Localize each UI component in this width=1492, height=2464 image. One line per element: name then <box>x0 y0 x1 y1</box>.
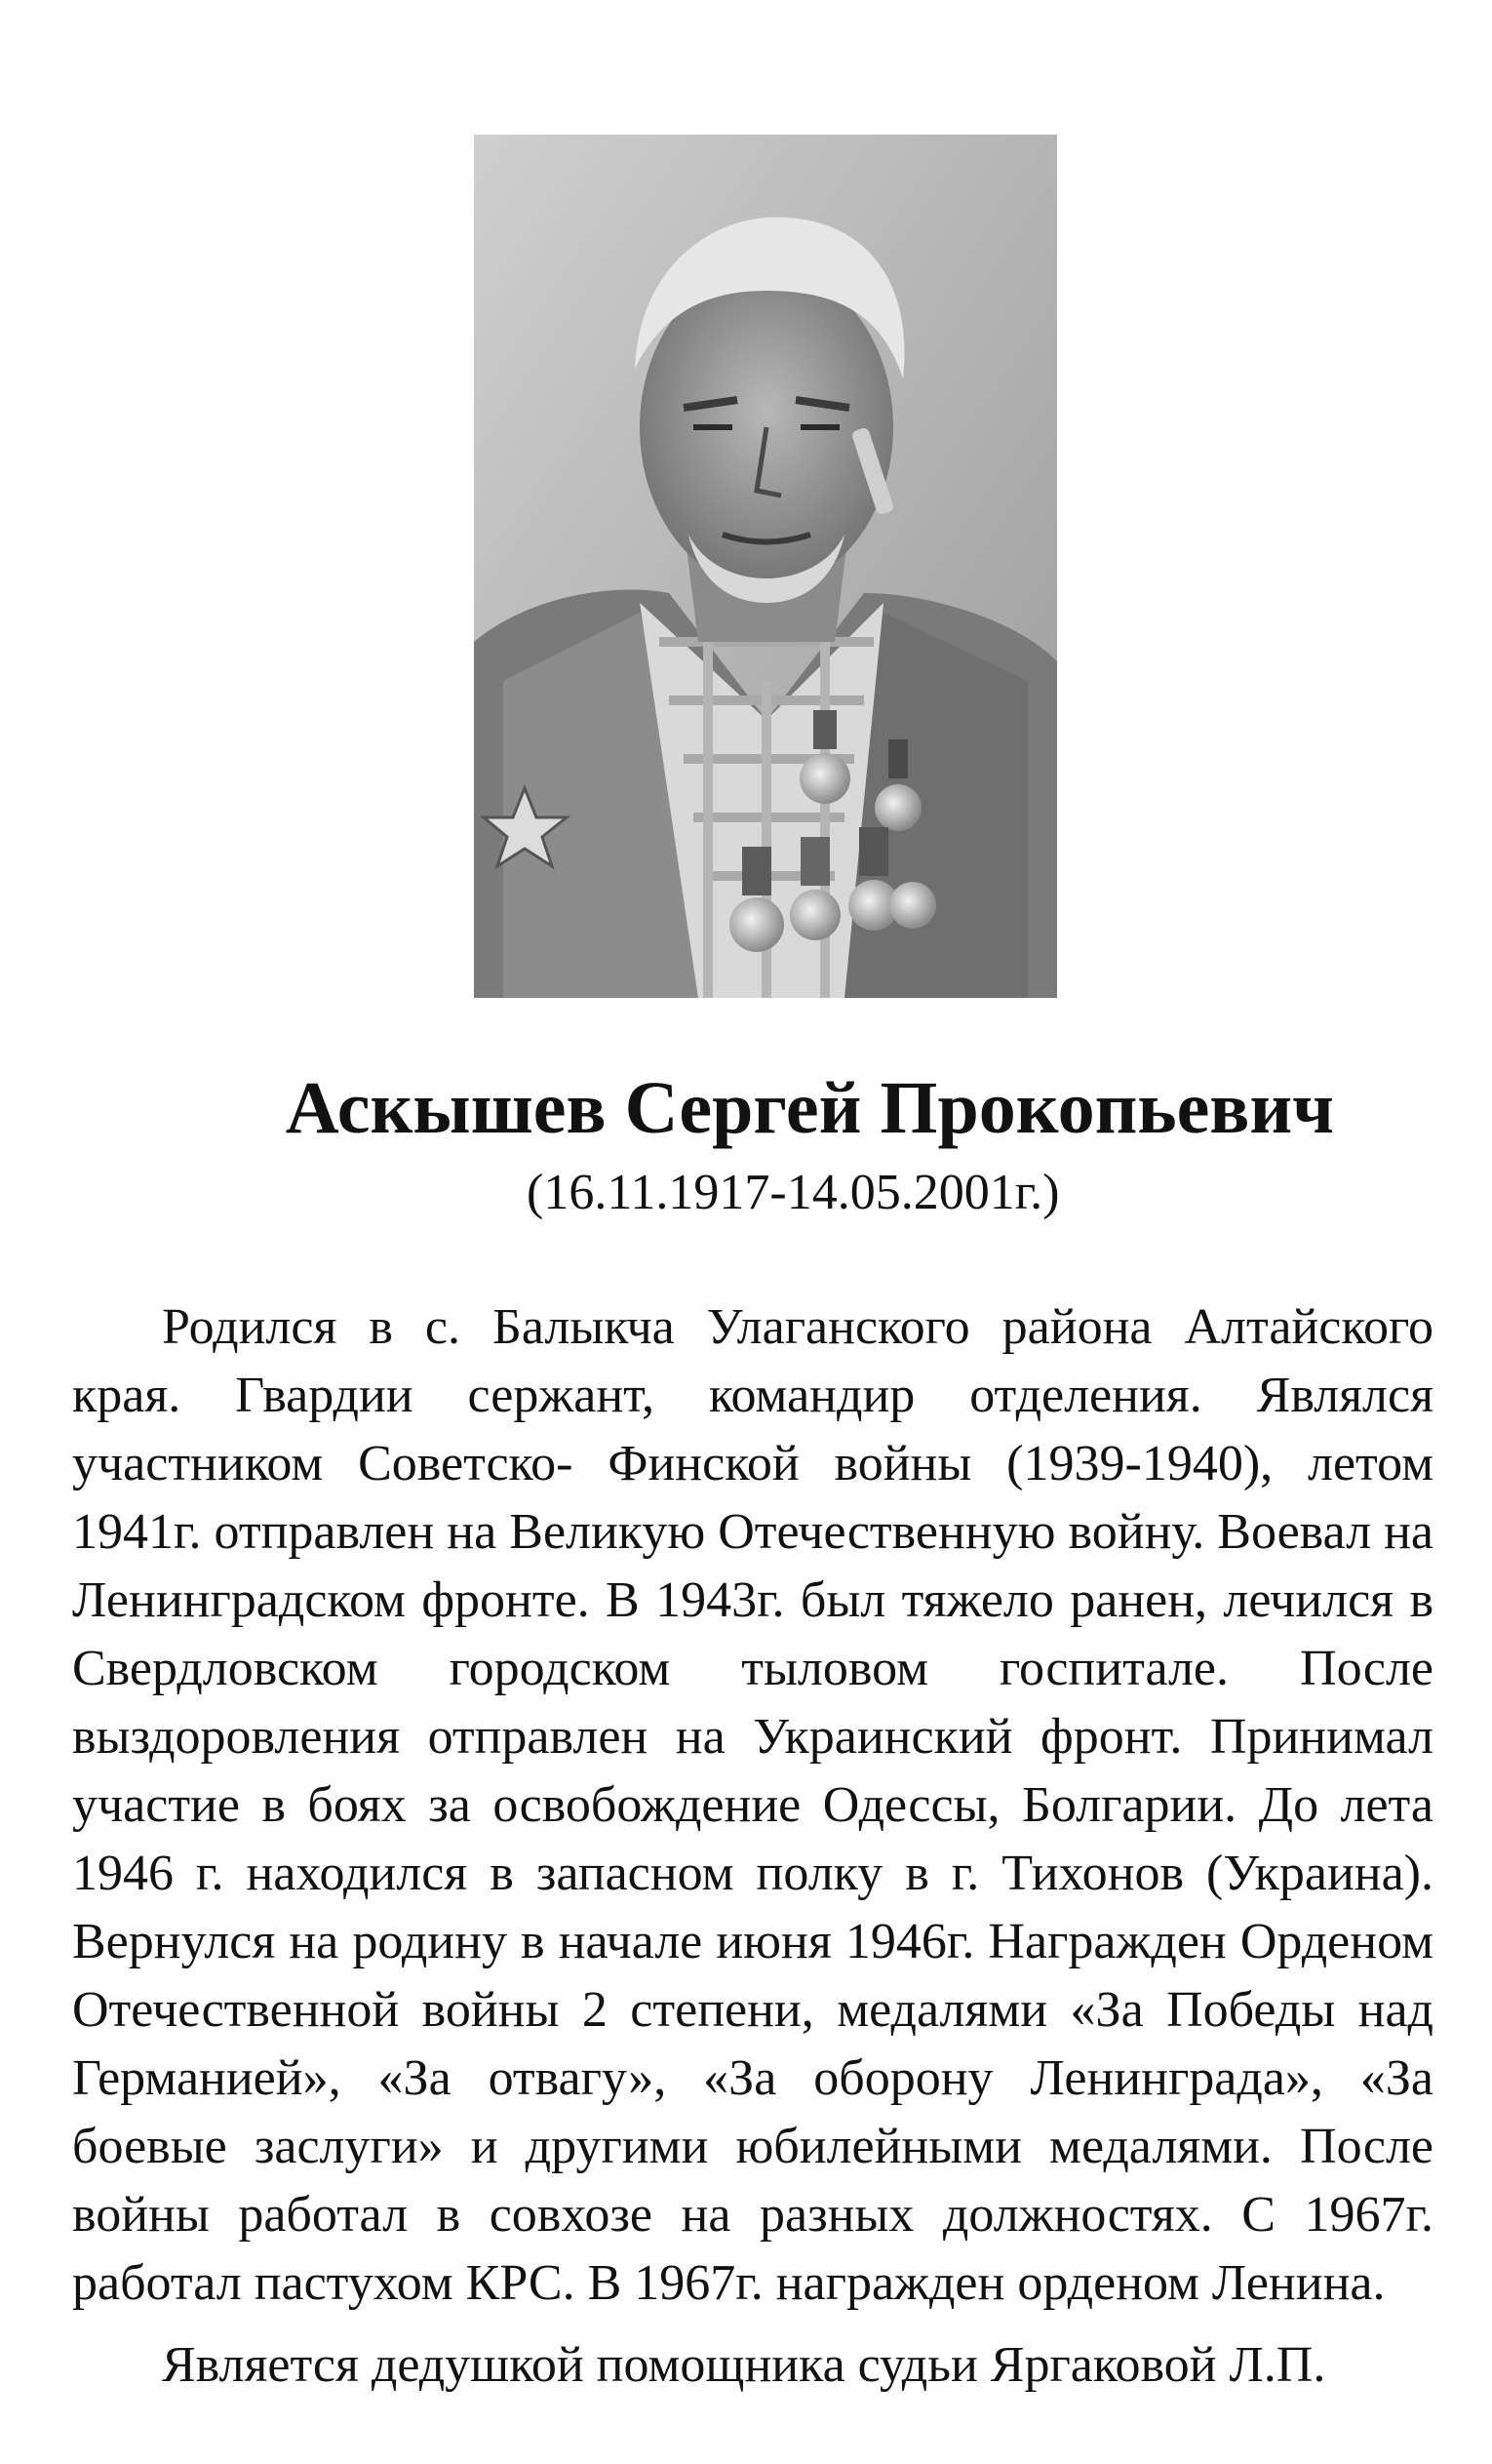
portrait-photo-icon <box>474 135 1057 998</box>
biography-text: Родился в с. Балыкча Улаганского района Алтайского края. Гвардии сержант, командир отделения. Являлся участником Советско- Финской войны (1939-1940), летом 1941г. отправлен на Великую Отечественную войну. Воевал на Ленинградском фронте. В 1943г. был тяжело ранен, лечился в Свердловском городском тыловом госпитале. После выздоровления отправлен на Украинский фронт. Принимал участие в боях за освобождение Одессы, Болгарии. До лета 1946 г. находился в запасном полку в г. Тихонов (Украина). Вернулся на родину в начале июня 1946г. Награжден Орденом Отечественной войны 2 степени, медалями «За Победы над Германией», «За отвагу», «За оборону Ленинграда», «За боевые заслуги» и другими юбилейными медалями. После войны работал в совхозе на разных должностях. С 1967г. работал пастухом КРС. В 1967г. награжден орденом Ленина. <box>72 1299 1433 2311</box>
portrait-photo <box>474 135 1057 998</box>
person-name: Аскышев Сергей Прокопьевич <box>285 1067 1334 1149</box>
life-dates: (16.11.1917-14.05.2001г.) <box>527 1165 1060 1220</box>
relation-note: Является дедушкой помощника судьи Яргаковой Л.П. <box>162 2337 1326 2393</box>
